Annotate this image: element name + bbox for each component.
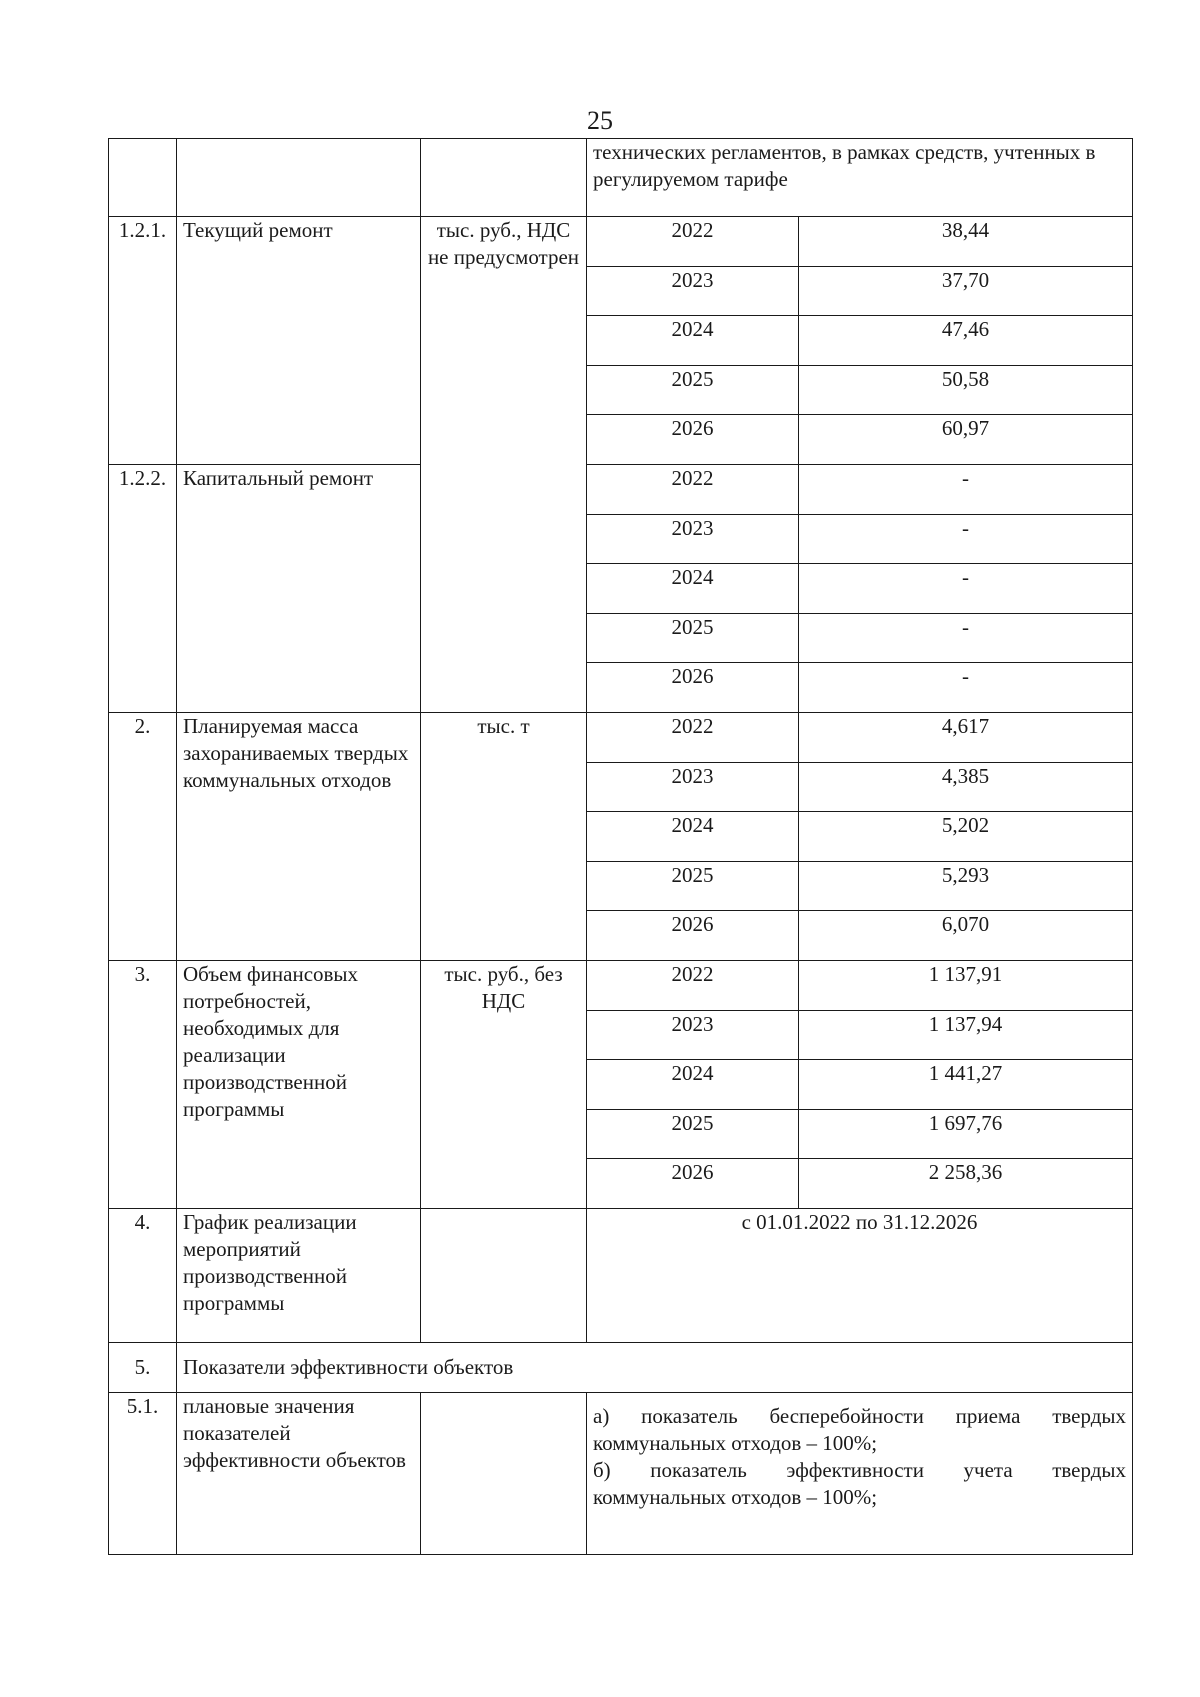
table-row <box>109 960 1133 1010</box>
row-number: 2. <box>109 712 177 960</box>
unit-cell: тыс. руб., НДС не предусмотрен <box>421 217 587 713</box>
continuation-text: технических регламентов, в рамках средств, учтенных в регулируемом тарифе <box>587 139 1133 217</box>
section-title: Показатели эффективности объектов <box>177 1342 1133 1392</box>
value-cell: 50,58 <box>799 365 1133 415</box>
name-cell <box>177 139 421 217</box>
num-cell <box>109 139 177 217</box>
year-cell: 2026 <box>587 911 799 961</box>
year-cell: 2023 <box>587 266 799 316</box>
value-cell: 6,070 <box>799 911 1133 961</box>
value-cell: 4,617 <box>799 712 1133 762</box>
row-name: Объем финансовых потребностей, необходимых для реализации производственной программы <box>177 960 421 1208</box>
year-cell: 2025 <box>587 613 799 663</box>
unit-cell <box>421 1392 587 1554</box>
value-cell: 37,70 <box>799 266 1133 316</box>
value-cell: 4,385 <box>799 762 1133 812</box>
unit-cell: тыс. руб., без НДС <box>421 960 587 1208</box>
row-name: Текущий ремонт <box>177 217 421 465</box>
value-cell: 1 137,91 <box>799 960 1133 1010</box>
year-cell: 2024 <box>587 564 799 614</box>
value-cell: - <box>799 663 1133 713</box>
year-cell: 2022 <box>587 960 799 1010</box>
value-cell: 5,293 <box>799 861 1133 911</box>
row-number: 5. <box>109 1342 177 1392</box>
unit-cell <box>421 139 587 217</box>
table-row <box>109 1392 1133 1554</box>
value-cell: 2 258,36 <box>799 1159 1133 1209</box>
unit-cell: тыс. т <box>421 712 587 960</box>
year-cell: 2023 <box>587 1010 799 1060</box>
table-row <box>109 712 1133 762</box>
year-cell: 2026 <box>587 415 799 465</box>
row-number: 1.2.1. <box>109 217 177 465</box>
year-cell: 2022 <box>587 464 799 514</box>
year-cell: 2026 <box>587 1159 799 1209</box>
year-cell: 2024 <box>587 812 799 862</box>
schedule-period: с 01.01.2022 по 31.12.2026 <box>587 1208 1133 1342</box>
table-row <box>109 464 1133 514</box>
year-cell: 2023 <box>587 514 799 564</box>
value-cell: 5,202 <box>799 812 1133 862</box>
page-number: 25 <box>587 106 613 135</box>
row-number: 3. <box>109 960 177 1208</box>
year-cell: 2025 <box>587 1109 799 1159</box>
value-cell: 1 441,27 <box>799 1060 1133 1110</box>
value-cell: 38,44 <box>799 217 1133 267</box>
year-cell: 2022 <box>587 712 799 762</box>
value-cell: 1 137,94 <box>799 1010 1133 1060</box>
year-cell: 2022 <box>587 217 799 267</box>
table-row <box>109 1342 1133 1392</box>
value-cell: - <box>799 514 1133 564</box>
year-cell: 2026 <box>587 663 799 713</box>
year-cell: 2025 <box>587 365 799 415</box>
year-cell: 2023 <box>587 762 799 812</box>
value-cell: - <box>799 613 1133 663</box>
year-cell: 2024 <box>587 316 799 366</box>
row-name: плановые значения показателей эффективности объектов <box>177 1392 421 1554</box>
row-number: 4. <box>109 1208 177 1342</box>
row-name: Капитальный ремонт <box>177 464 421 712</box>
row-number: 1.2.2. <box>109 464 177 712</box>
value-cell: - <box>799 464 1133 514</box>
table-row <box>109 1208 1133 1342</box>
row-name: Планируемая масса захораниваемых твердых коммунальных отходов <box>177 712 421 960</box>
table-row <box>109 217 1133 267</box>
unit-cell <box>421 1208 587 1342</box>
program-table <box>108 138 1133 1555</box>
efficiency-item-b-line2: коммунальных отходов – 100%; <box>593 1484 878 1509</box>
efficiency-values <box>587 1392 1133 1554</box>
efficiency-item-a: а) показатель бесперебойности приема твердых коммунальных отходов – 100%; <box>593 1403 1127 1455</box>
table-row <box>109 139 1133 217</box>
year-cell: 2025 <box>587 861 799 911</box>
row-name: График реализации мероприятий производственной программы <box>177 1208 421 1342</box>
row-number: 5.1. <box>109 1392 177 1554</box>
efficiency-item-b-line1: б) показатель эффективности учета твердых <box>593 1457 1127 1482</box>
value-cell: 60,97 <box>799 415 1133 465</box>
value-cell: - <box>799 564 1133 614</box>
year-cell: 2024 <box>587 1060 799 1110</box>
value-cell: 47,46 <box>799 316 1133 366</box>
value-cell: 1 697,76 <box>799 1109 1133 1159</box>
